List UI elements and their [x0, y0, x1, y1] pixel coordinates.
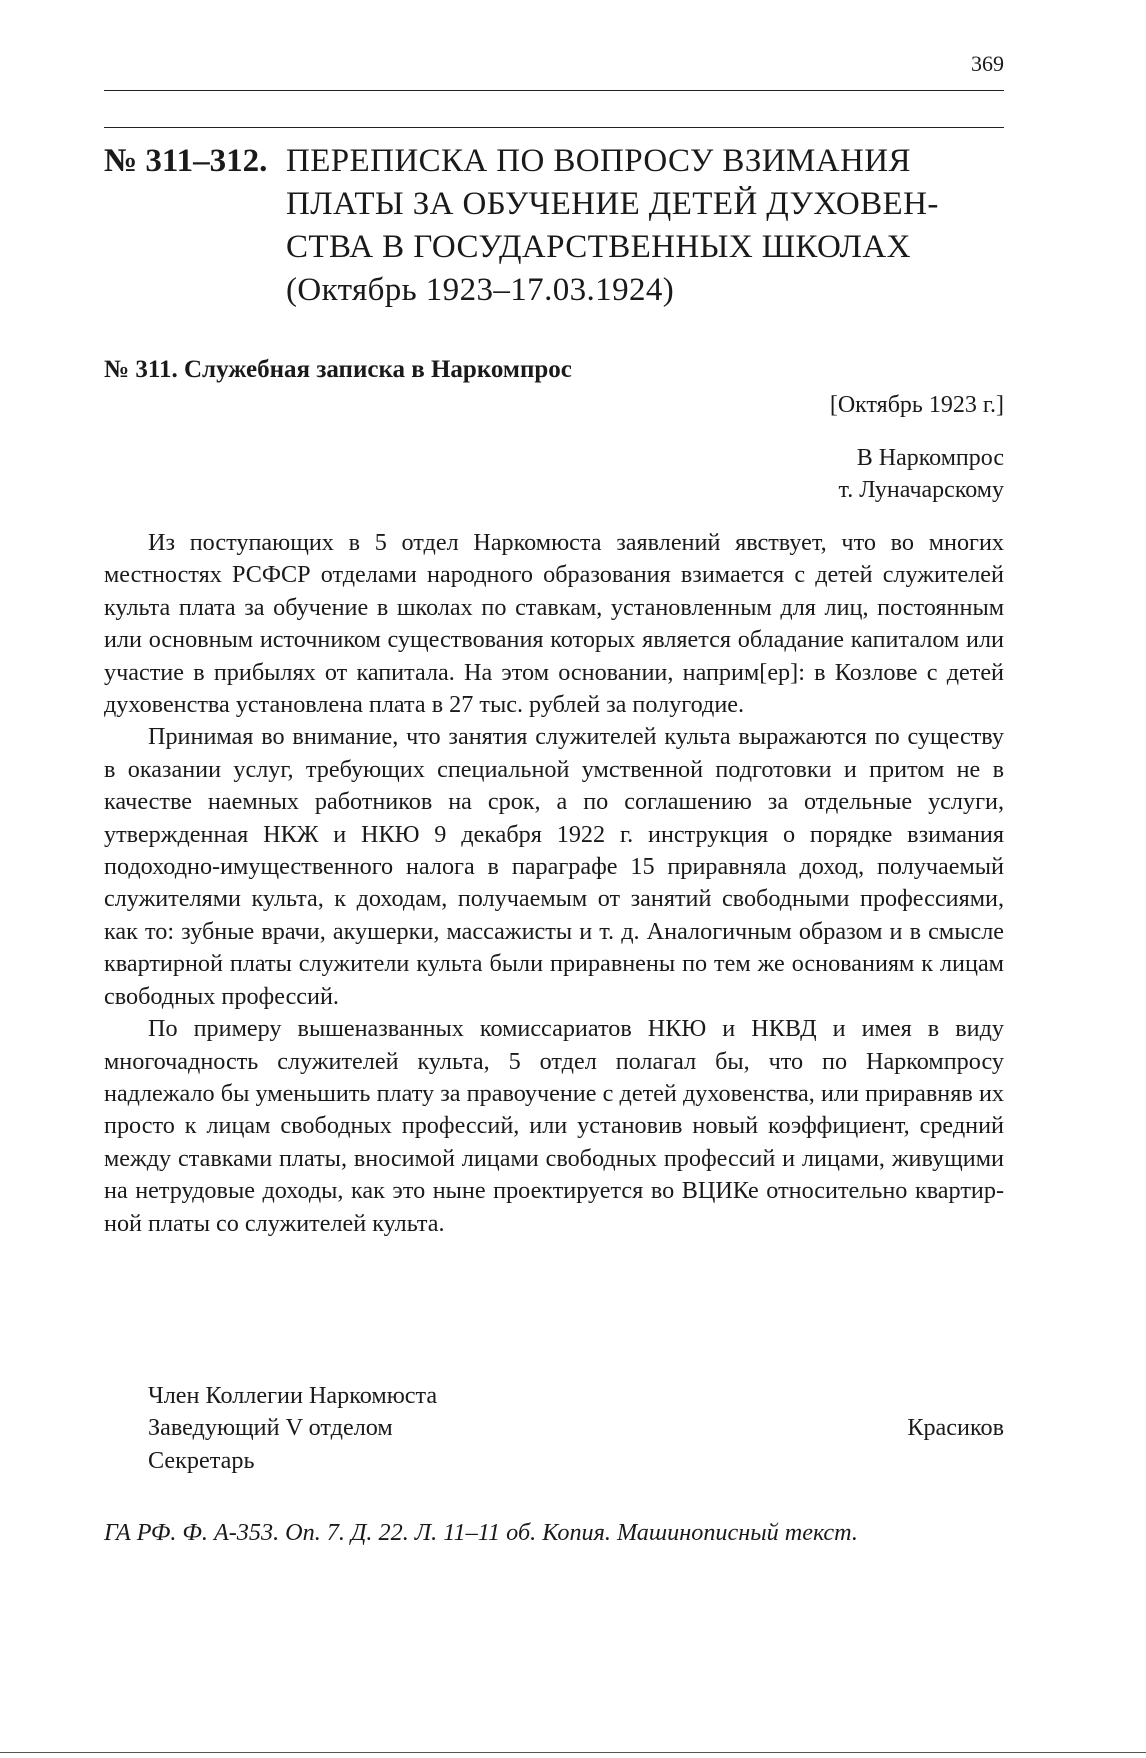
document-date: [Октябрь 1923 г.] — [829, 392, 1004, 418]
scan-bottom-edge — [0, 1752, 1146, 1753]
book-page — [104, 0, 1004, 1758]
signature-position: Член Коллегии Наркомюста — [148, 1382, 438, 1409]
signature-position: Секретарь — [148, 1446, 255, 1474]
section-number: № 311–312. — [104, 143, 268, 179]
section-title-line: ПЕРЕПИСКА ПО ВОПРОСУ ВЗИМАНИЯ — [286, 143, 911, 179]
body-paragraph: По примеру вышеназванных комиссариатов НКЮ и НКВД и имея в виду многочадность служителей культа, 5 отдел полагал бы, что по Наркомпросу надлежало бы уменьшить плату за правоучение с детей духовенства, или приравняв их просто к лицам свободных профессий, или установив новый коэффициент, средний между ставками платы, вносимой лицами свободных профессий и лицами, живущими на нетрудовые доходы, как это ныне проектируется во ВЦИКе относительно квартирной платы со служителей культа. — [104, 1015, 1004, 1237]
section-title-line: ПЛАТЫ ЗА ОБУЧЕНИЕ ДЕТЕЙ ДУХОВЕН- — [286, 186, 939, 222]
document-body — [104, 527, 1004, 1240]
addressee-line: В Наркомпрос — [856, 445, 1004, 471]
signature-block — [148, 1380, 1004, 1477]
signature-row — [148, 1412, 1004, 1444]
header-rule — [104, 90, 1004, 91]
body-paragraph: Принимая во внимание, что занятия служителей культа выражаются по существу в оказании услуг, требующих специальной умственной подготовки и притом не в качестве наемных работников на срок, а по соглашению за отдельные услуги, утвержденная НКЖ и НКЮ 9 декабря 1922 г. инструкция о порядке взимания подоходно-имущественного налога в параграфе 15 приравняла доход, получаемый служителями культа, к доходам, получаемым от занятий свободными профессиями, как то: зубные врачи, акушерки, массажисты и т. д. Аналогичным образом и в смысле квартирной платы служители культа были приравнены по тем же основаниям к лицам свободных профессий. — [104, 723, 1004, 1010]
section-title-line: СТВА В ГОСУДАРСТВЕННЫХ ШКОЛАХ — [286, 229, 911, 265]
document-title: № 311. Служебная записка в Наркомпрос — [104, 356, 572, 383]
archival-source: ГА РФ. Ф. А-353. Оп. 7. Д. 22. Л. 11–11 об. Копия. Машинописный текст. — [104, 1519, 858, 1546]
section-title — [286, 140, 1006, 312]
signature-position: Заведующий V отделом — [148, 1414, 393, 1442]
signature-row — [148, 1445, 1004, 1477]
title-rule — [104, 127, 1004, 128]
page-number: 369 — [971, 51, 1004, 76]
signature-row — [148, 1380, 1004, 1412]
signatory-name: Красиков — [907, 1414, 1004, 1442]
body-paragraph: Из поступающих в 5 отдел Наркомюста заявлений явствует, что во многих местностях РСФСР отделами народного образования взимается с детей служителей культа плата за обучение в школах по ставкам, установленным для лиц, постоянным или основным источником существования которых является обладание капиталом или участие в прибылях от капитала. На этом основании, наприм[ер]: в Козлове с детей духовенства установлена плата в 27 тыс. рублей за полугодие. — [104, 529, 1004, 719]
section-date-range: (Октябрь 1923–17.03.1924) — [286, 272, 675, 308]
addressee-line: т. Луначарскому — [838, 477, 1004, 503]
